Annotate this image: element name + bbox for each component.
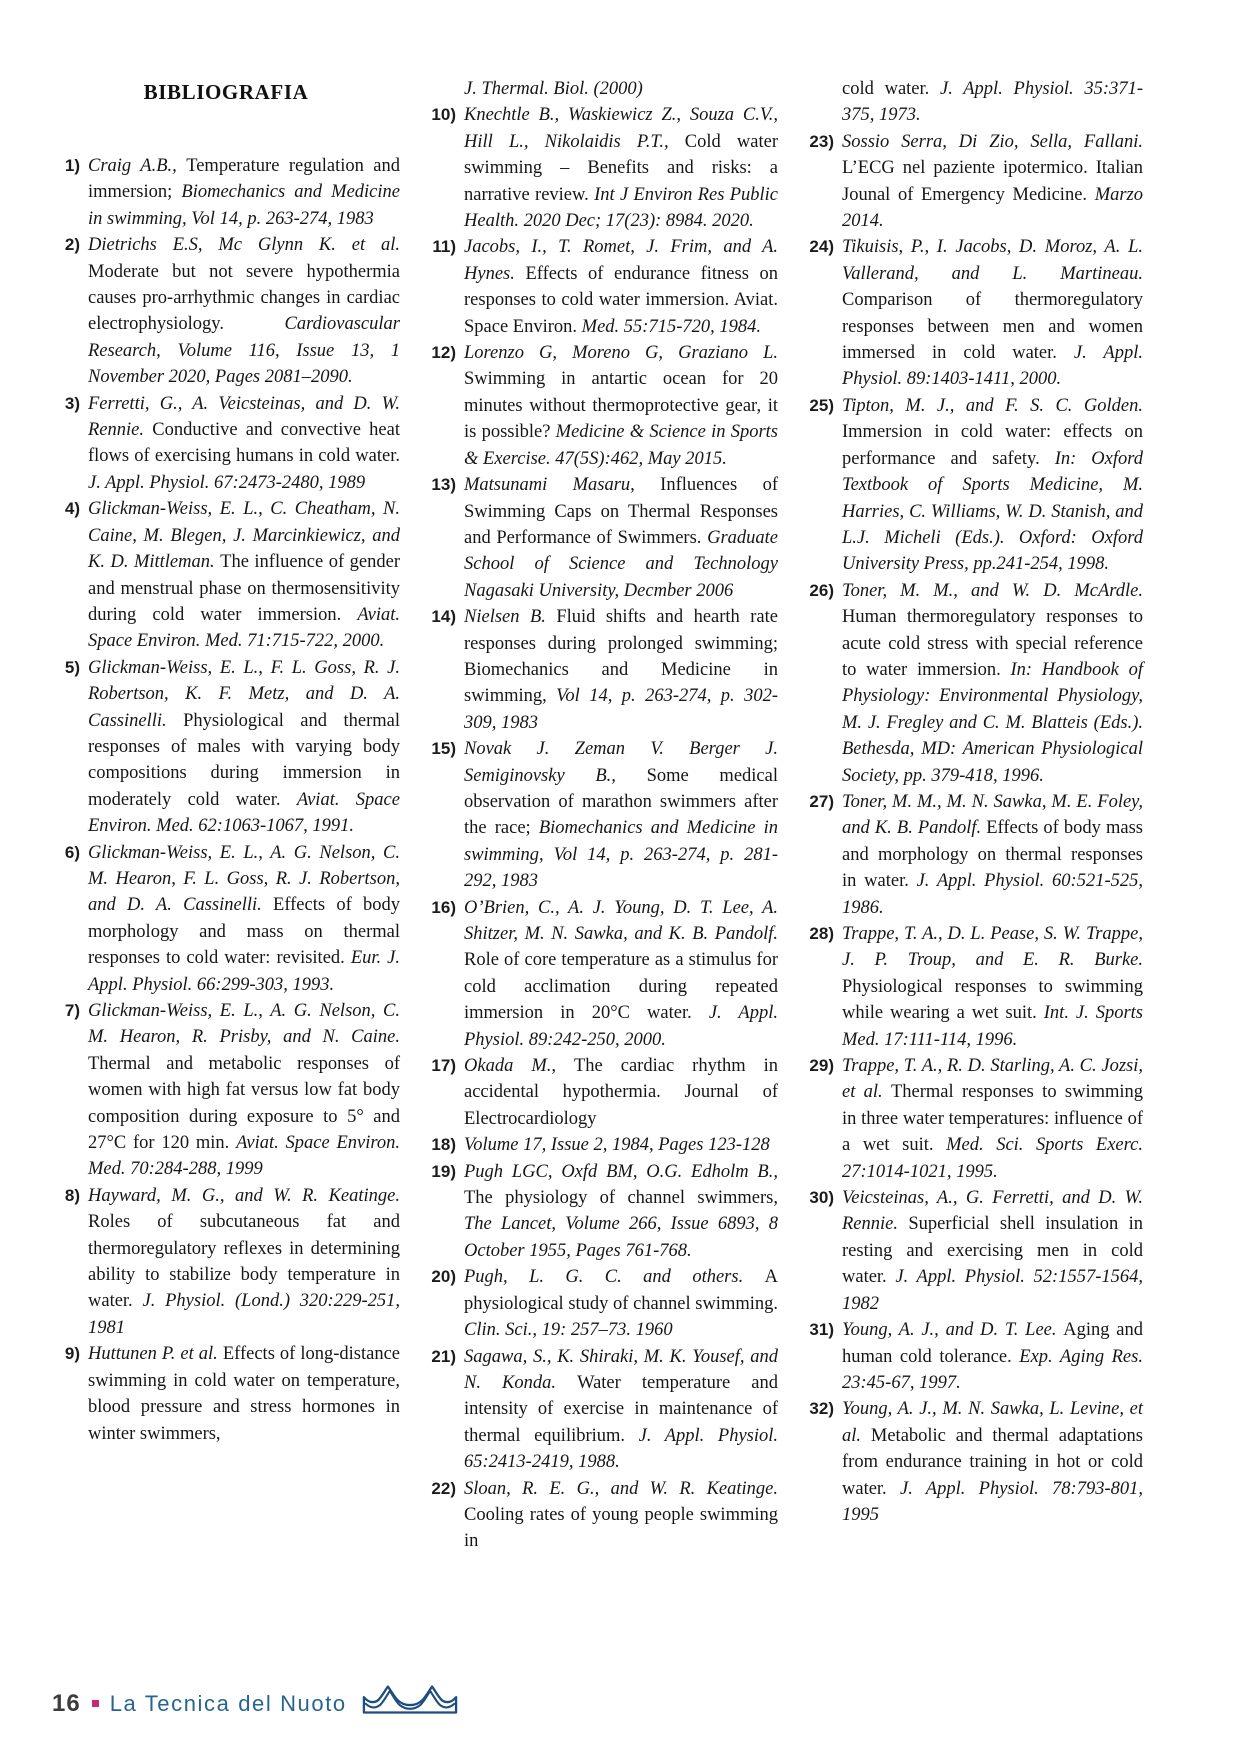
reference-text: Glickman-Weiss, E. L., C. Cheatham, N. Caine, M. Blegen, J. Marcinkiewicz, and K. D. Mittleman. The influence of gender and menstrual phase on thermosensitivity during cold water immersion. Aviat. Space Environ. Med. 71:715-722, 2000. bbox=[88, 499, 400, 652]
reference-item bbox=[428, 234, 778, 340]
reference-text: Glickman-Weiss, E. L., A. G. Nelson, C. M. Hearon, R. Prisby, and N. Caine. Thermal and metabolic responses of women with high fat versus low fat body composition during exposure to 5° and 27°C for 120 min. Aviat. Space Environ. Med. 70:284-288, 1999 bbox=[88, 1001, 401, 1180]
reference-list-column-1 bbox=[52, 153, 400, 1447]
reference-number: 11) bbox=[432, 237, 456, 257]
reference-number: 14) bbox=[431, 607, 456, 627]
column-1 bbox=[52, 76, 400, 1447]
reference-text: Pugh LGC, Oxfd BM, O.G. Edholm B., The physiology of channel swimmers, The Lancet, Volume 266, Issue 6893, 8 October 1955, Pages 761-768. bbox=[464, 1161, 778, 1261]
reference-item bbox=[52, 1341, 400, 1447]
reference-text: O’Brien, C., A. J. Young, D. T. Lee, A. Shitzer, M. N. Sawka, and K. B. Pandolf. Role of core temperature as a stimulus for cold acclimation during repeated immersion in 20°C water. J. Appl. Physiol. 89:242-250, 2000. bbox=[464, 897, 778, 1050]
reference-text: Toner, M. M., M. N. Sawka, M. E. Foley, and K. B. Pandolf. Effects of body mass and morphology on thermal responses in water. J. Appl. Physiol. 60:521-525, 1986. bbox=[842, 791, 1143, 918]
reference-text: Volume 17, Issue 2, 1984, Pages 123-128 bbox=[464, 1135, 770, 1156]
reference-item bbox=[428, 472, 778, 604]
reference-item bbox=[806, 1185, 1143, 1317]
magazine-name: La Tecnica del Nuoto bbox=[109, 1690, 347, 1716]
reference-number: 24) bbox=[809, 237, 834, 257]
reference-number: 15) bbox=[431, 739, 456, 759]
reference-item bbox=[52, 1183, 400, 1341]
reference-number: 20) bbox=[431, 1267, 456, 1287]
footer bbox=[52, 1684, 458, 1723]
reference-item bbox=[52, 655, 400, 840]
reference-number: 21) bbox=[431, 1346, 456, 1366]
reference-item bbox=[52, 153, 400, 232]
reference-number: 13) bbox=[431, 475, 456, 495]
reference-text: Nielsen B. Fluid shifts and hearth rate responses during prolonged swimming; Biomechanics and Medicine in swimming, Vol 14, p. 263-274, p. 302-309, 1983 bbox=[464, 607, 778, 733]
reference-item bbox=[428, 1344, 778, 1476]
reference-item bbox=[806, 1317, 1143, 1396]
reference-item bbox=[806, 129, 1143, 235]
reference-text: Dietrichs E.S, Mc Glynn K. et al. Moderate but not severe hypothermia causes pro-arrhythmic changes in cardiac electrophysiology. Cardiovascular Research, Volume 116, Issue 13, 1 November 2020, Pages 2081–2090. bbox=[88, 235, 400, 388]
reference-item bbox=[428, 340, 778, 472]
reference-text: Pugh, L. G. C. and others. A physiological study of channel swimming. Clin. Sci., 19: 257–73. 1960 bbox=[464, 1267, 778, 1341]
reference-text: Trappe, T. A., D. L. Pease, S. W. Trappe, J. P. Troup, and E. R. Burke. Physiological responses to swimming while wearing a wet suit. Int. J. Sports Med. 17:111-114, 1996. bbox=[842, 924, 1143, 1050]
column-2 bbox=[428, 76, 778, 1555]
reference-number: 17) bbox=[431, 1056, 456, 1076]
reference-number: 6) bbox=[64, 842, 80, 862]
reference-text: Veicsteinas, A., G. Ferretti, and D. W. Rennie. Superficial shell insulation in resting and exercising men in cold water. J. Appl. Physiol. 52:1557-1564, 1982 bbox=[842, 1188, 1143, 1314]
reference-number: 4) bbox=[64, 499, 80, 519]
reference-item bbox=[428, 1264, 778, 1343]
reference-item bbox=[52, 998, 400, 1183]
reference-text: Craig A.B., Temperature regulation and immersion; Biomechanics and Medicine in swimming, Vol 14, p. 263-274, 1983 bbox=[88, 156, 400, 229]
reference-item bbox=[806, 1053, 1143, 1185]
reference-number: 32) bbox=[809, 1399, 834, 1419]
reference-item bbox=[52, 232, 400, 390]
reference-number: 3) bbox=[64, 393, 80, 413]
reference-item bbox=[806, 76, 1143, 129]
reference-text: Lorenzo G, Moreno G, Graziano L. Swimming in antartic ocean for 20 minutes without thermoprotective gear, it is possible? Medicine & Science in Sports & Exercise. 47(5S):462, May 2015. bbox=[464, 343, 778, 469]
reference-text: Sagawa, S., K. Shiraki, M. K. Yousef, and N. Konda. Water temperature and intensity of exercise in maintenance of thermal equilibrium. J. Appl. Physiol. 65:2413-2419, 1988. bbox=[464, 1346, 779, 1473]
reference-number: 28) bbox=[809, 924, 834, 943]
reference-number: 10) bbox=[431, 105, 456, 125]
wave-logo-icon bbox=[362, 1684, 458, 1723]
reference-item bbox=[806, 393, 1143, 578]
reference-text: cold water. J. Appl. Physiol. 35:371-375, 1973. bbox=[842, 79, 1143, 126]
reference-number: 12) bbox=[431, 343, 456, 363]
reference-number: 7) bbox=[64, 1001, 80, 1020]
reference-item bbox=[806, 1396, 1143, 1528]
reference-columns bbox=[52, 76, 1143, 1555]
page-title: BIBLIOGRAFIA bbox=[143, 80, 309, 104]
reference-number: 16) bbox=[431, 897, 456, 917]
reference-item bbox=[52, 496, 400, 654]
reference-item bbox=[806, 578, 1143, 789]
reference-text: Trappe, T. A., R. D. Starling, A. C. Jozsi, et al. Thermal responses to swimming in three water temperatures: influence of a wet suit. Med. Sci. Sports Exerc. 27:1014-1021, 1995. bbox=[842, 1056, 1143, 1182]
reference-item bbox=[806, 234, 1143, 392]
reference-text: Young, A. J., and D. T. Lee. Aging and human cold tolerance. Exp. Aging Res. 23:45-67, 1997. bbox=[842, 1320, 1143, 1393]
reference-text: Huttunen P. et al. Effects of long-distance swimming in cold water on temperature, blood pressure and stress hormones in winter swimmers, bbox=[88, 1344, 401, 1444]
reference-list-column-2 bbox=[428, 76, 778, 1555]
reference-number: 22) bbox=[431, 1478, 456, 1498]
reference-item bbox=[428, 76, 778, 102]
reference-list-column-3 bbox=[806, 76, 1143, 1528]
reference-number: 9) bbox=[64, 1344, 80, 1364]
reference-item bbox=[428, 102, 778, 234]
reference-text: Ferretti, G., A. Veicsteinas, and D. W. Rennie. Conductive and convective heat flows of exercising humans in cold water. J. Appl. Physiol. 67:2473-2480, 1989 bbox=[88, 393, 400, 493]
reference-text: Toner, M. M., and W. D. McArdle. Human thermoregulatory responses to acute cold stress with special reference to water immersion. In: Handbook of Physiology: Environmental Physiology, M. J. Fregley and C. M. Blatteis (Eds.). Bethesda, MD: American Physiological Society, pp. 379-418, 1996. bbox=[842, 580, 1143, 786]
reference-item bbox=[52, 840, 400, 998]
reference-text: Sloan, R. E. G., and W. R. Keatinge. Cooling rates of young people swimming in bbox=[464, 1478, 778, 1552]
reference-item bbox=[428, 736, 778, 894]
reference-number: 18) bbox=[431, 1135, 456, 1155]
reference-number: 25) bbox=[809, 395, 834, 415]
reference-number: 27) bbox=[809, 791, 834, 811]
reference-number: 23) bbox=[809, 131, 834, 151]
reference-text: Young, A. J., M. N. Sawka, L. Levine, et al. Metabolic and thermal adaptations from endurance training in hot or cold water. J. Appl. Physiol. 78:793-801, 1995 bbox=[842, 1399, 1143, 1525]
reference-item bbox=[428, 1132, 778, 1158]
reference-item bbox=[428, 1159, 778, 1265]
reference-number: 5) bbox=[64, 657, 80, 677]
reference-item bbox=[428, 895, 778, 1053]
reference-item bbox=[806, 921, 1143, 1053]
reference-number: 1) bbox=[64, 156, 80, 175]
reference-text: Matsunami Masaru, Influences of Swimming Caps on Thermal Responses and Performance of Swimmers. Graduate School of Science and Technology Nagasaki University, Decmber 2006 bbox=[464, 475, 778, 601]
reference-text: Knechtle B., Waskiewicz Z., Souza C.V., Hill L., Nikolaidis P.T., Cold water swimming – Benefits and risks: a narrative review. Int J Environ Res Public Health. 2020 Dec; 17(23): 8984. 2020. bbox=[464, 105, 778, 232]
reference-number: 19) bbox=[431, 1161, 456, 1181]
footer-bullet-icon bbox=[92, 1700, 99, 1707]
reference-item bbox=[428, 604, 778, 736]
reference-text: Hayward, M. G., and W. R. Keatinge. Roles of subcutaneous fat and thermoregulatory reflexes in determining ability to stabilize body temperature in water. J. Physiol. (Lond.) 320:229-251, 1981 bbox=[88, 1185, 400, 1338]
reference-number: 2) bbox=[64, 235, 80, 255]
page-number: 16 bbox=[52, 1689, 81, 1717]
reference-item bbox=[428, 1476, 778, 1555]
reference-number: 29) bbox=[809, 1056, 834, 1076]
reference-text: Jacobs, I., T. Romet, J. Frim, and A. Hynes. Effects of endurance fitness on responses to cold water immersion. Aviat. Space Environ. Med. 55:715-720, 1984. bbox=[464, 237, 778, 337]
reference-text: Glickman-Weiss, E. L., A. G. Nelson, C. M. Hearon, F. L. Goss, R. J. Robertson, and D. A. Cassinelli. Effects of body morphology and mass on thermal responses to cold water: revisited. Eur. J. Appl. Physiol. 66:299-303, 1993. bbox=[88, 842, 400, 995]
reference-number: 30) bbox=[809, 1188, 834, 1208]
reference-text: Tipton, M. J., and F. S. C. Golden. Immersion in cold water: effects on performance and safety. In: Oxford Textbook of Sports Medicine, M. Harries, C. Williams, W. D. Stanish, and L.J. Micheli (Eds.). Oxford: Oxford University Press, pp.241-254, 1998. bbox=[842, 395, 1143, 575]
reference-item bbox=[428, 1053, 778, 1132]
reference-number: 26) bbox=[809, 580, 834, 600]
reference-number: 31) bbox=[809, 1320, 834, 1340]
reference-text: Okada M., The cardiac rhythm in accidental hypothermia. Journal of Electrocardiology bbox=[464, 1056, 778, 1129]
reference-text: J. Thermal. Biol. (2000) bbox=[464, 79, 643, 99]
reference-text: Novak J. Zeman V. Berger J. Semiginovsky B., Some medical observation of marathon swimmers after the race; Biomechanics and Medicine in swimming, Vol 14, p. 263-274, p. 281-292, 1983 bbox=[464, 739, 778, 892]
reference-text: Sossio Serra, Di Zio, Sella, Fallani. L’ECG nel paziente ipotermico. Italian Jounal of Emergency Medicine. Marzo 2014. bbox=[842, 131, 1143, 232]
reference-item bbox=[806, 789, 1143, 921]
reference-text: Tikuisis, P., I. Jacobs, D. Moroz, A. L. Vallerand, and L. Martineau. Comparison of thermoregulatory responses between men and women immersed in cold water. J. Appl. Physiol. 89:1403-1411, 2000. bbox=[842, 237, 1143, 390]
reference-item bbox=[52, 391, 400, 497]
reference-number: 8) bbox=[64, 1185, 80, 1205]
reference-text: Glickman-Weiss, E. L., F. L. Goss, R. J. Robertson, K. F. Metz, and D. A. Cassinelli. Physiological and thermal responses of males with varying body compositions during immersion in moderately cold water. Aviat. Space Environ. Med. 62:1063-1067, 1991. bbox=[88, 657, 400, 837]
column-3 bbox=[806, 76, 1143, 1528]
